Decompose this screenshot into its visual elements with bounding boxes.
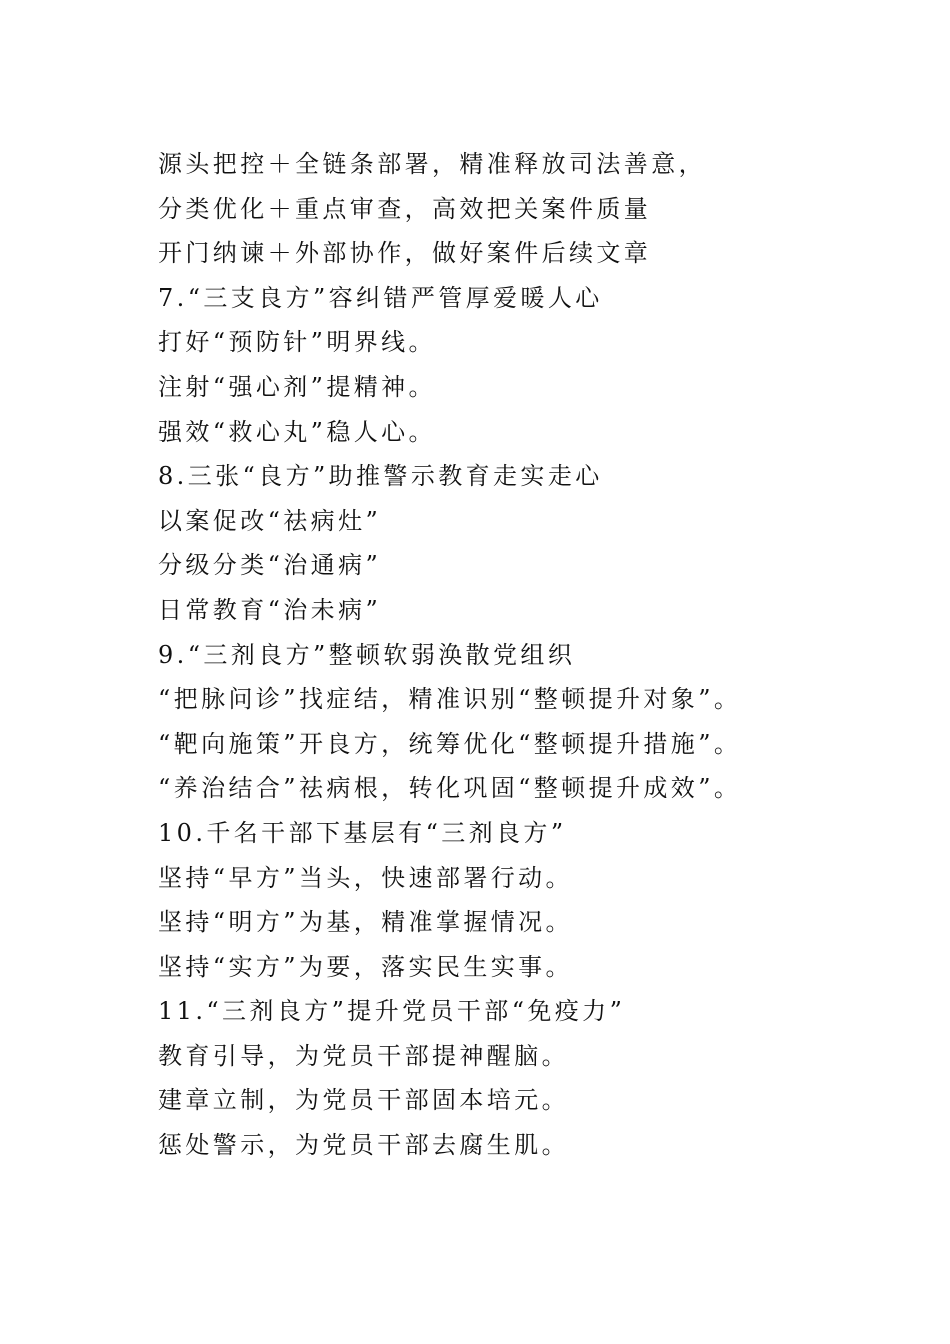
- text-line: 打好“预防针”明界线。: [158, 328, 436, 357]
- section-heading: 10.千名干部下基层有“三剂良方”: [158, 818, 567, 847]
- text-line: 日常教育“治未病”: [158, 595, 382, 624]
- section-heading: 8.三张“良方”助推警示教育走实走心: [158, 462, 603, 491]
- text-line: “把脉问诊”找症结，精准识别“整顿提升对象”。: [158, 685, 742, 714]
- text-line: 坚持“早方”当头，快速部署行动。: [158, 863, 573, 892]
- text-line: 惩处警示，为党员干部去腐生肌。: [158, 1131, 569, 1160]
- section-heading: 11.“三剂良方”提升党员干部“免疫力”: [158, 997, 626, 1026]
- text-line: 教育引导，为党员干部提神醒脑。: [158, 1041, 569, 1070]
- text-line: “靶向施策”开良方，统筹优化“整顿提升措施”。: [158, 729, 742, 758]
- document-body: [158, 142, 918, 1168]
- text-line: 坚持“实方”为要，落实民生实事。: [158, 952, 573, 981]
- text-line: “养治结合”祛病根，转化巩固“整顿提升成效”。: [158, 774, 742, 803]
- text-line: 源头把控＋全链条部署，精准释放司法善意，: [158, 150, 706, 178]
- text-line: 注射“强心剂”提精神。: [158, 372, 436, 401]
- text-line: 分类优化＋重点审查，高效把关案件质量: [158, 194, 652, 223]
- text-line: 强效“救心丸”稳人心。: [158, 417, 436, 446]
- text-line: 建章立制，为党员干部固本培元。: [158, 1086, 569, 1115]
- text-line: 坚持“明方”为基，精准掌握情况。: [158, 908, 573, 937]
- section-heading: 7.“三支良方”容纠错严管厚爱暖人心: [158, 283, 603, 312]
- section-heading: 9.“三剂良方”整顿软弱涣散党组织: [158, 640, 576, 669]
- text-line: 开门纳谏＋外部协作，做好案件后续文章: [158, 239, 652, 268]
- text-line: 以案促改“祛病灶”: [158, 506, 382, 535]
- text-line: 分级分类“治通病”: [158, 551, 382, 580]
